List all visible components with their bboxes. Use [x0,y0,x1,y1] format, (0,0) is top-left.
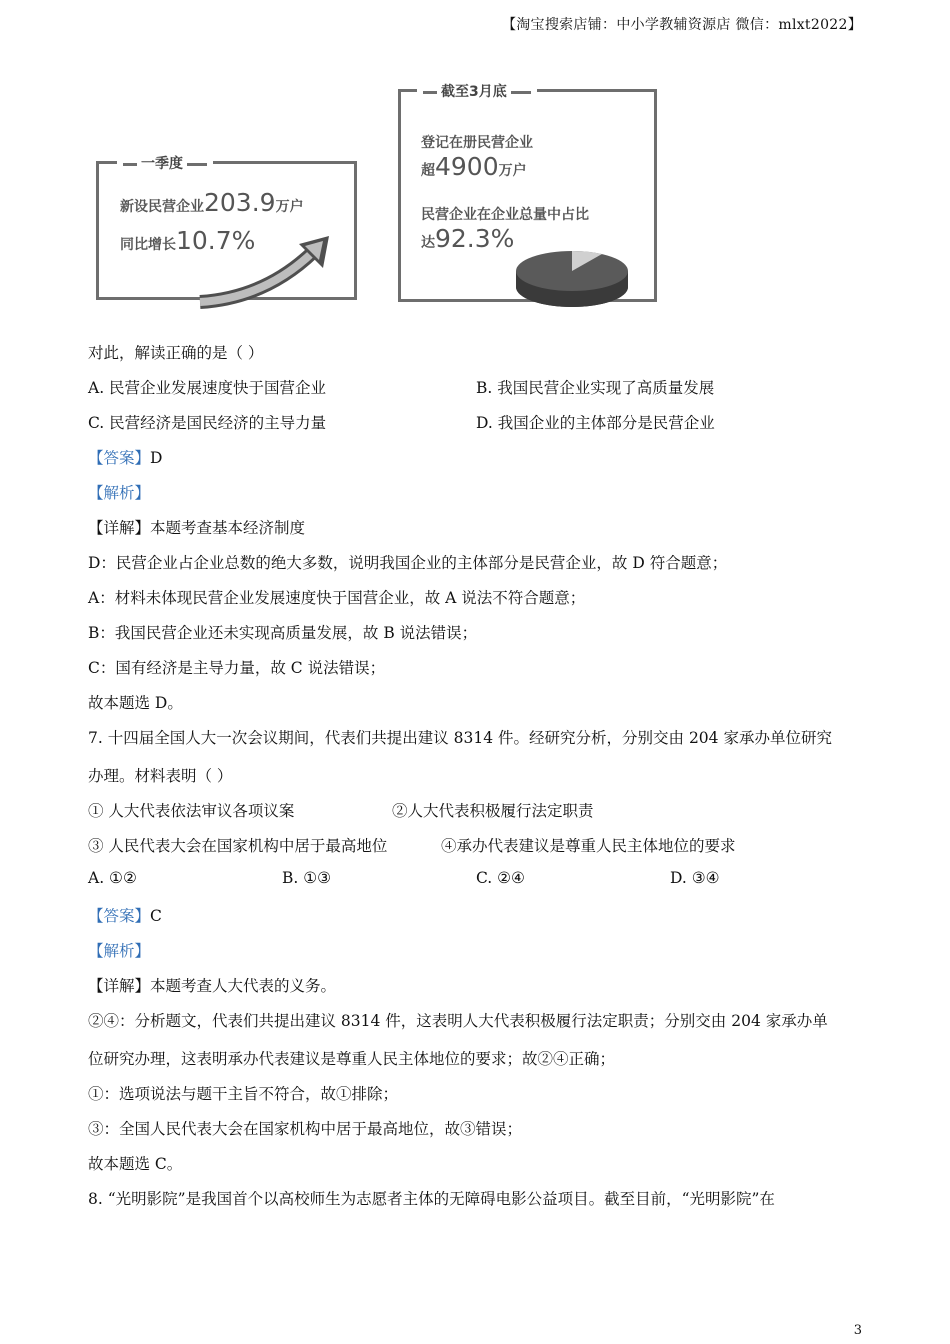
q6-conclusion: 故本题选 D。 [88,694,183,712]
box2-label: 截至3月底 [417,81,537,101]
q6-option-b[interactable]: B. 我国民营企业实现了高质量发展 [476,379,715,397]
q7-stem-line2: 办理。材料表明（ ） [88,767,233,785]
growth-arrow-icon [195,230,335,310]
box2-line4: 达92.3% [421,224,515,253]
box1-label: 一季度 [117,153,213,173]
q7-option-b[interactable]: B. ①③ [282,869,332,887]
q7-analysis-tag: 【解析】 [88,942,151,960]
q7-statement-2: ②人大代表积极履行法定职责 [392,802,594,820]
q7-explain-line: ①：选项说法与题干主旨不符合，故①排除； [88,1085,399,1103]
q7-statement-1: ① 人大代表依法审议各项议案 [88,802,295,820]
q6-option-d[interactable]: D. 我国企业的主体部分是民营企业 [476,414,715,432]
box1-line1: 新设民营企业203.9万户 [120,188,304,217]
share-pie-icon [512,243,632,315]
q6-explain-line: C：国有经济是主导力量，故 C 说法错误； [88,659,386,677]
q7-detail: 【详解】本题考查人大代表的义务。 [88,977,337,995]
q6-detail: 【详解】本题考查基本经济制度 [88,519,306,537]
q7-statement-4: ④承办代表建议是尊重人民主体地位的要求 [441,837,736,855]
box2-line2: 超4900万户 [421,152,527,181]
q6-option-c[interactable]: C. 民营经济是国民经济的主导力量 [88,414,327,432]
q7-option-a[interactable]: A. ①② [88,869,137,887]
page-header: 【淘宝搜索店铺：中小学教辅资源店 微信：mlxt2022】 [501,17,862,33]
q7-explain-line: ②④：分析题文，代表们共提出建议 8314 件，这表明人大代表积极履行法定职责；分别交由 204 家承办单 [88,1012,828,1030]
q6-option-a[interactable]: A. 民营企业发展速度快于国营企业 [88,379,327,397]
q8-stem: 8. “光明影院”是我国首个以高校师生为志愿者主体的无障碍电影公益项目。截至目前，“光明影院”在 [88,1190,775,1208]
box1-line2: 同比增长10.7% [120,226,256,255]
q6-explain-line: A：材料未体现民营企业发展速度快于国营企业，故 A 说法不符合题意； [88,589,586,607]
q6-answer: 【答案】D [88,449,163,467]
q7-option-c[interactable]: C. ②④ [476,869,525,887]
box2-line3: 民营企业在企业总量中占比 [421,207,589,223]
q6-stem: 对此，解读正确的是（ ） [88,344,264,362]
q6-analysis-tag: 【解析】 [88,484,151,502]
q7-explain-line: 位研究办理，这表明承办代表建议是尊重人民主体地位的要求；故②④正确； [88,1050,616,1068]
q7-answer: 【答案】C [88,907,162,925]
q7-options [88,869,868,887]
q7-statements-row2 [88,834,868,856]
q7-option-d[interactable]: D. ③④ [670,869,720,887]
page-number: 3 [853,1323,862,1338]
box2-line1: 登记在册民营企业 [421,135,533,151]
q7-stem-line1: 7. 十四届全国人大一次会议期间，代表们共提出建议 8314 件。经研究分析，分别交由 204 家承办单位研究 [88,729,832,747]
q7-conclusion: 故本题选 C。 [88,1155,183,1173]
q6-options-row2 [88,411,868,433]
q6-explain-line: B：我国民营企业还未实现高质量发展，故 B 说法错误； [88,624,478,642]
q6-explain-line: D：民营企业占企业总数的绝大多数，说明我国企业的主体部分是民营企业，故 D 符合题意； [88,554,728,572]
q7-explain-line: ③：全国人民代表大会在国家机构中居于最高地位，故③错误； [88,1120,523,1138]
q6-options-row1 [88,376,868,398]
q7-statement-3: ③ 人民代表大会在国家机构中居于最高地位 [88,837,388,855]
q7-statements-row1 [88,799,868,821]
